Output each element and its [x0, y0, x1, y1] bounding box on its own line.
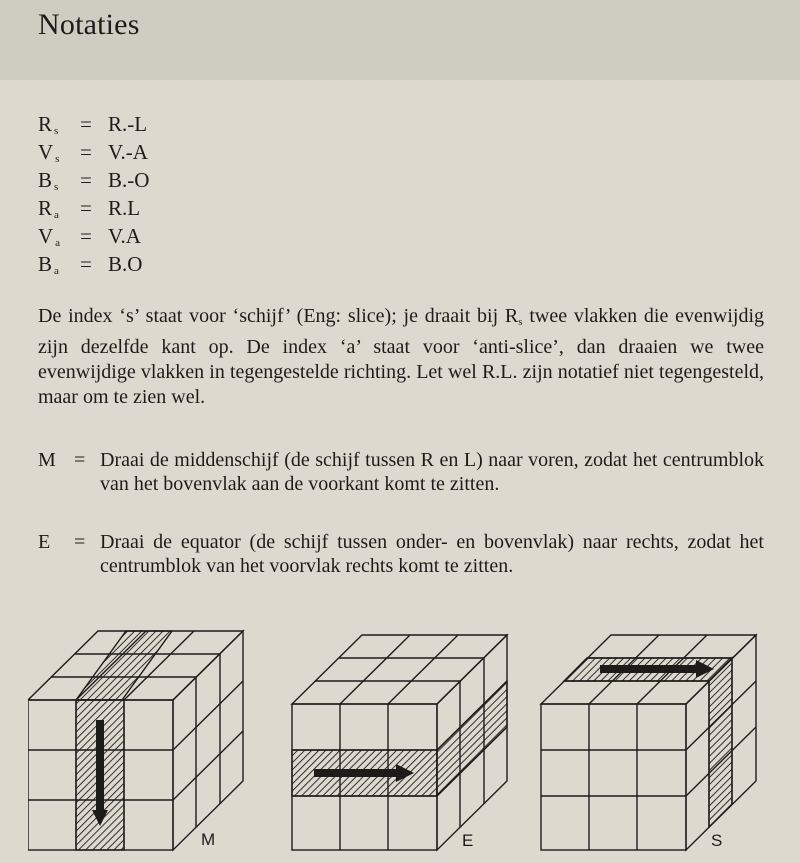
- notation-symbol: B $_a$: [38, 252, 59, 277]
- definition-m: [38, 448, 764, 520]
- notation-value: R.-L: [108, 112, 148, 136]
- figure-label: M: [201, 830, 216, 849]
- equals-sign: =: [80, 140, 92, 164]
- definition-e: [38, 530, 764, 602]
- index-subscript: s: [518, 316, 523, 328]
- notation-symbol: R $_s$: [38, 112, 59, 137]
- notation-value: V.A: [108, 224, 141, 248]
- figure-label: E: [462, 831, 474, 850]
- notation-row: [38, 194, 149, 222]
- notation-symbol: V $_s$: [38, 140, 60, 165]
- notation-symbol: B $_s$: [38, 168, 59, 193]
- page-title: Notaties: [38, 8, 140, 41]
- notation-symbol: V $_a$: [38, 224, 61, 249]
- notation-row: [38, 222, 149, 250]
- explanation-paragraph: De index ‘s’ staat voor ‘schijf’ (Eng: slice); je draait bij $R_s$ twee vlakken die evenwijdig zijn dezelfde kant op. De index ‘a’ staat voor ‘anti-slice’, dan draaien we twee evenwijdige vlakken in tegengestelde richting. Let wel R.L. zijn notatief niet tegengesteld, maar om te zien wel.: [38, 305, 764, 408]
- equals-sign: =: [80, 168, 92, 192]
- notation-row: [38, 138, 149, 166]
- equals-sign: =: [74, 449, 86, 471]
- notation-value: B.-O: [108, 168, 150, 192]
- definition-symbol: E: [38, 531, 51, 553]
- definition-symbol: M: [38, 449, 56, 471]
- notation-list: [38, 110, 149, 278]
- equals-sign: =: [74, 531, 86, 553]
- equals-sign: =: [80, 112, 92, 136]
- notation-symbol: R $_a$: [38, 196, 59, 221]
- notation-value: V.-A: [108, 140, 148, 164]
- definition-text: Draai de middenschijf (de schijf tussen R en L) naar voren, zodat het centrumblok van het bovenvlak aan de voorkant komt te zitten.: [100, 449, 764, 495]
- equals-sign: =: [80, 252, 92, 276]
- notation-row: [38, 250, 149, 278]
- cube-figure-m: [28, 624, 260, 856]
- definition-text: Draai de equator (de schijf tussen onder- en bovenvlak) naar rechts, zodat het centrumblok van het voorvlak rechts komt te zitten.: [100, 531, 764, 577]
- cube-figure-e: [290, 630, 522, 862]
- notation-row: [38, 166, 149, 194]
- figure-label: S: [711, 831, 723, 850]
- notation-row: [38, 110, 149, 138]
- notation-value: B.O: [108, 252, 143, 276]
- cube-figure-s: [538, 630, 770, 862]
- equals-sign: =: [80, 224, 92, 248]
- notation-value: R.L: [108, 196, 141, 220]
- equals-sign: =: [80, 196, 92, 220]
